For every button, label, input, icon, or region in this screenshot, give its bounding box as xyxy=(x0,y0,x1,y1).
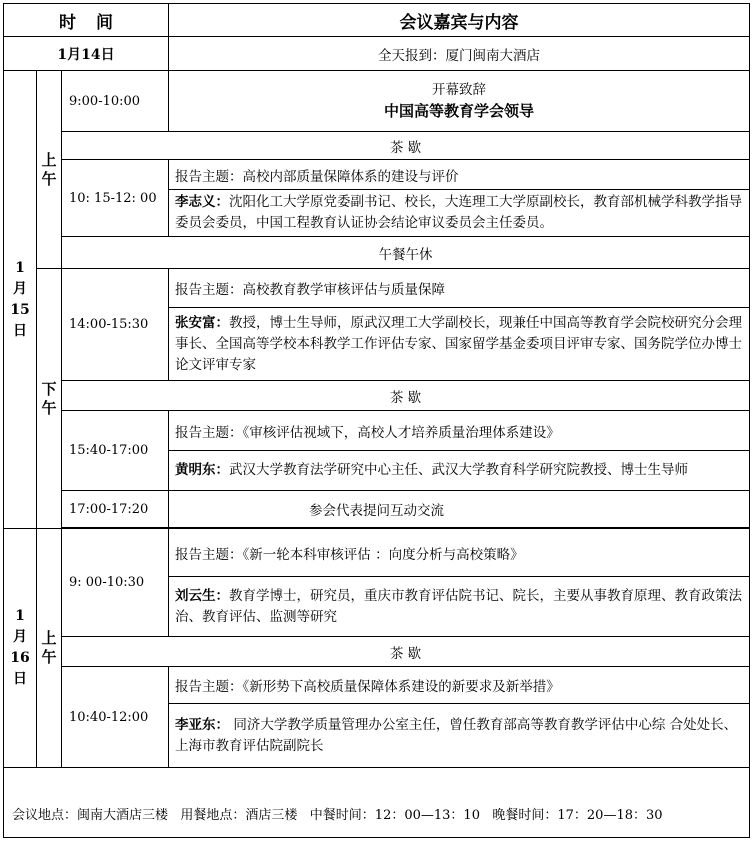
talk5-topic-row xyxy=(4,667,750,704)
talk4-speaker: 刘云生： xyxy=(175,587,230,604)
day16-date-day: 日 xyxy=(13,671,27,687)
day15-date-day: 日 xyxy=(13,322,27,339)
opening-speaker: 中国高等教育学会领导 xyxy=(384,102,535,120)
talk4-topic: 报告主题：《新一轮本科审核评估 ：向度分析与高校策略》 xyxy=(169,529,750,577)
schedule-document xyxy=(3,3,749,844)
talk1-topic: 报告主题：高校内部质量保障体系的建设与评价 xyxy=(169,160,750,190)
day16-date xyxy=(4,529,37,768)
day15-pm-char2: 午 xyxy=(41,398,57,417)
talk1-speaker-bio xyxy=(169,190,750,237)
header-time: 时间 xyxy=(4,4,169,37)
day15-date-day-num: 15 xyxy=(10,301,30,318)
talk3-topic-row xyxy=(4,411,750,451)
day15-date-month-num: 1 xyxy=(15,259,25,276)
talk5-time: 10:40-12:00 xyxy=(62,667,169,768)
talk4-speaker-bio xyxy=(169,577,750,637)
talk3-bio: 武汉大学教育法学研究中心主任、武汉大学教育科学研究院教授、博士生导师 xyxy=(229,462,689,478)
header-content: 会议嘉宾与内容 xyxy=(169,4,750,37)
talk1-speaker: 李志义： xyxy=(175,194,230,210)
tea-break-row-1 xyxy=(4,132,750,160)
qa-time: 17:00-17:20 xyxy=(62,491,169,528)
opening-row xyxy=(4,71,750,132)
talk2-bio: 教授，博士生导师，原武汉理工大学副校长，现兼任中国高等教育学会院校研究分会理事长、全国高等学校本科教学工作评估专家、国家留学基金委项目评审专家、国务院学位办博士论文评审专家 xyxy=(175,314,743,373)
talk1-bio: 沈阳化工大学原党委副书记、校长，大连理工大学原副校长，教育部机械学科教学指导委员会委员，中国工程教育认证协会结论审议委员会主任委员。 xyxy=(175,194,743,231)
talk5-speaker: 李亚东： xyxy=(175,716,230,733)
talk5-topic: 报告主题：《新形势下高校质量保障体系建设的新要求及新举措》 xyxy=(169,667,750,704)
day15-am xyxy=(37,71,62,269)
talk5-speaker-bio xyxy=(169,704,750,768)
qa-row xyxy=(4,491,750,528)
talk1-topic-row xyxy=(4,160,750,190)
talk3-topic: 报告主题：《审核评估视域下，高校人才培养质量治理体系建设》 xyxy=(169,411,750,451)
day15-date xyxy=(4,71,37,529)
tea-break-row-3 xyxy=(4,637,750,667)
opening-time: 9:00-10:00 xyxy=(62,71,169,132)
opening-content xyxy=(169,71,750,132)
day15-pm-char1: 下 xyxy=(41,379,57,398)
talk2-speaker-bio xyxy=(169,308,750,381)
talk3-speaker-bio xyxy=(169,451,750,491)
talk3-speaker: 黄明东： xyxy=(175,462,230,478)
day16-date-month: 月 xyxy=(13,629,27,645)
day14-registration: 全天报到：厦门闽南大酒店 xyxy=(169,37,750,71)
tea-break-2: 茶 歇 xyxy=(62,381,750,411)
footer-info: 会议地点：闽南大酒店三楼 用餐地点：酒店三楼 中餐时间：12：00—13：10 晚餐时间：17：20—18：30 xyxy=(4,768,750,838)
day14-date: 1月14日 xyxy=(4,37,169,71)
day15-am-char1: 上 xyxy=(41,150,57,169)
day16-am-char2: 午 xyxy=(41,648,57,666)
day15-am-char2: 午 xyxy=(41,169,57,188)
talk1-time: 10: 15-12: 00 xyxy=(62,160,169,237)
day15-date-month: 月 xyxy=(13,280,27,297)
schedule-table xyxy=(3,3,750,838)
day16-am xyxy=(37,529,62,768)
day16-am-char1: 上 xyxy=(41,629,57,647)
talk4-time: 9: 00-10:30 xyxy=(62,529,169,637)
day16-date-day-num: 16 xyxy=(10,650,30,666)
qa-text: 参会代表提问互动交流 xyxy=(169,491,750,528)
talk3-time: 15:40-17:00 xyxy=(62,411,169,491)
lunch-row xyxy=(4,237,750,269)
day15-pm xyxy=(37,269,62,529)
talk2-time: 14:00-15:30 xyxy=(62,269,169,381)
talk4-bio: 教育学博士，研究员，重庆市教育评估院书记、院长，主要从事教育原理、教育政策法治、教育评估、监测等研究 xyxy=(175,587,743,625)
day14-row xyxy=(4,37,750,71)
opening-title: 开幕致辞 xyxy=(432,82,487,98)
tea-break-3: 茶 歇 xyxy=(62,637,750,667)
talk2-topic-row xyxy=(4,269,750,308)
talk2-speaker: 张安富： xyxy=(175,314,230,331)
tea-break-row-2 xyxy=(4,381,750,411)
tea-break-1: 茶 歇 xyxy=(62,132,750,160)
lunch-break: 午餐午休 xyxy=(62,237,750,269)
header-row xyxy=(4,4,750,37)
footer-row xyxy=(4,768,750,838)
talk5-bio: 同济大学教学质量管理办公室主任，曾任教育部高等教育教学评估中心综 合处处长、上海市教育评估院副院长 xyxy=(175,716,738,754)
day16-date-month-num: 1 xyxy=(15,608,25,624)
talk2-topic: 报告主题：高校教育教学审核评估与质量保障 xyxy=(169,269,750,308)
talk4-topic-row xyxy=(4,529,750,577)
